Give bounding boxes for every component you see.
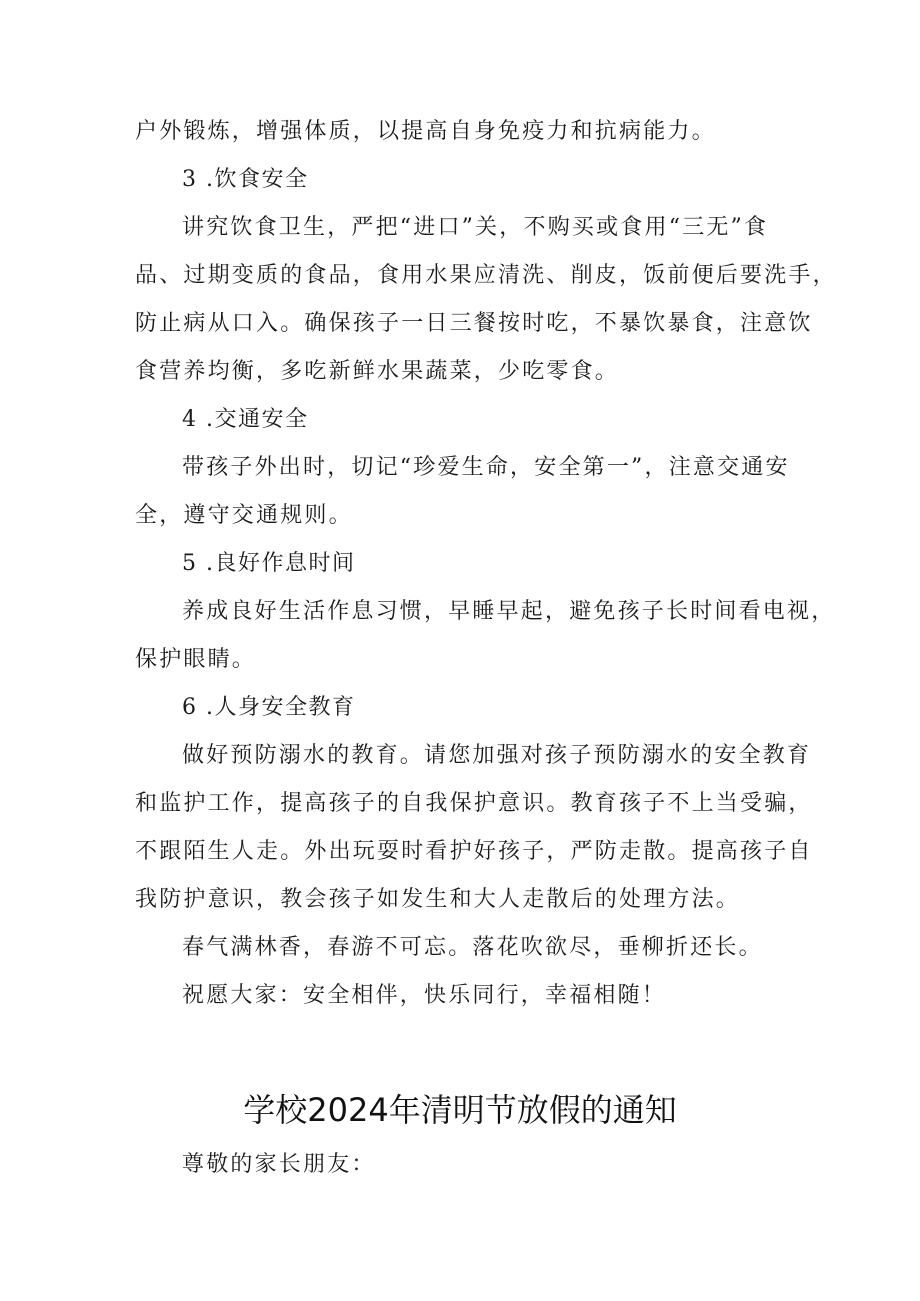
paragraph-line: 讲究饮食卫生，严把“进口”关，不购买或食用“三无”食 [182, 215, 769, 240]
paragraph-line: 食营养均衡，多吃新鲜水果蔬菜，少吃零食。 [135, 359, 620, 384]
section-heading-diet-safety: 3 .饮食安全 [182, 167, 309, 192]
paragraph-line: 户外锻炼，增强体质，以提高自身免疫力和抗病能力。 [135, 119, 716, 144]
paragraph-line: 全，遵守交通规则。 [135, 503, 353, 528]
paragraph-line: 品、过期变质的食品，食用水果应清洗、削皮，饭前便后要洗手， [135, 263, 837, 288]
closing-poem: 春气满林香，春游不可忘。落花吹欲尽，垂柳折还长。 [182, 935, 763, 960]
paragraph-line: 防止病从口入。确保孩子一日三餐按时吃，不暴饮暴食，注意饮 [135, 311, 813, 336]
paragraph-line: 带孩子外出时，切记“珍爱生命，安全第一”，注意交通安 [182, 455, 790, 480]
paragraph-line: 保护眼睛。 [135, 647, 257, 672]
salutation: 尊敬的家长朋友： [182, 1152, 376, 1177]
section-heading-personal-safety: 6 .人身安全教育 [182, 695, 356, 720]
document-title: 学校2024年清明节放假的通知 [243, 1091, 677, 1129]
paragraph-line: 我防护意识，教会孩子如发生和大人走散后的处理方法。 [135, 887, 741, 912]
paragraph-line: 和监护工作，提高孩子的自我保护意识。教育孩子不上当受骗， [135, 791, 813, 816]
section-heading-rest-schedule: 5 .良好作息时间 [182, 551, 356, 576]
closing-wish: 祝愿大家：安全相伴，快乐同行，幸福相随！ [182, 983, 667, 1008]
section-heading-traffic-safety: 4 .交通安全 [182, 407, 309, 432]
paragraph-line: 养成良好生活作息习惯，早睡早起，避免孩子长时间看电视， [182, 599, 836, 624]
paragraph-line: 做好预防溺水的教育。请您加强对孩子预防溺水的安全教育 [182, 743, 812, 768]
paragraph-line: 不跟陌生人走。外出玩耍时看护好孩子，严防走散。提高孩子自 [135, 839, 813, 864]
